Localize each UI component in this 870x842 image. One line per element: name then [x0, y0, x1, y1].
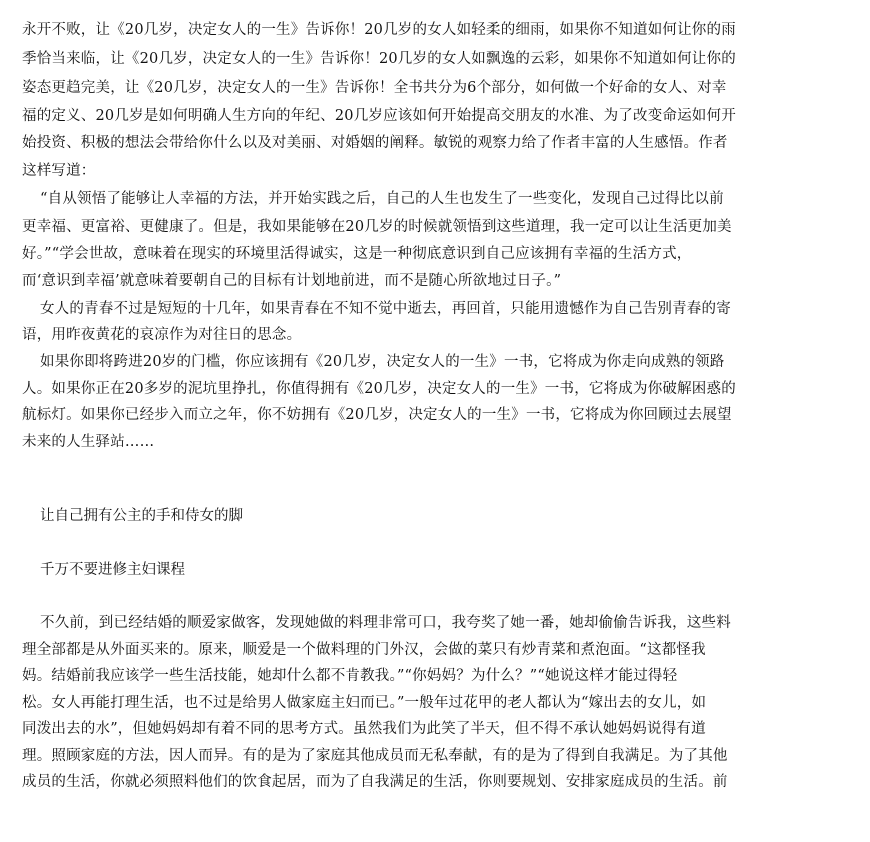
text-line: 而‘意识到幸福’就意味着要朝自己的目标有计划地前进，而不是随心所欲地过日子。” — [22, 273, 562, 289]
text-line: 季恰当来临，让《20几岁，决定女人的一生》告诉你！20几岁的女人如飘逸的云彩，如果你不知道如何让你的 — [22, 51, 736, 67]
text-line: 航标灯。如果你已经步入而立之年，你不妨拥有《20几岁，决定女人的一生》一书，它将成为你回顾过去展望 — [22, 407, 732, 423]
text-line: 同泼出去的水”，但她妈妈却有着不同的思考方式。虽然我们为此笑了半天，但不得不承认她妈妈说得有道 — [22, 721, 706, 737]
text-line: 松。女人再能打理生活，也不过是给男人做家庭主妇而已。”一般年过花甲的老人都认为“嫁出去的女儿，如 — [22, 695, 707, 711]
text-line: 人。如果你正在20多岁的泥坑里挣扎，你值得拥有《20几岁，决定女人的一生》一书，它将成为你破解困惑的 — [22, 381, 736, 397]
section-heading: 让自己拥有公主的手和侍女的脚 — [40, 508, 243, 524]
text-line: 不久前，到已经结婚的顺爱家做客，发现她做的料理非常可口，我夸奖了她一番，她却偷偷告诉我，这些料 — [40, 615, 731, 631]
text-line: 这样写道： — [22, 163, 96, 179]
text-line: 如果你即将跨进20岁的门槛，你应该拥有《20几岁，决定女人的一生》一书，它将成为你走向成熟的领路 — [40, 354, 725, 370]
text-line: “自从领悟了能够让人幸福的方法，并开始实践之后，自己的人生也发生了一些变化，发现自己过得比以前 — [40, 191, 724, 207]
text-line: 语，用昨夜黄花的哀凉作为对往日的思念。 — [22, 327, 302, 343]
text-line: 理。照顾家庭的方法，因人而异。有的是为了家庭其他成员而无私奉献，有的是为了得到自我满足。为了其他 — [22, 748, 728, 764]
text-line: 未来的人生驿站…… — [22, 434, 155, 450]
text-line: 永开不败，让《20几岁，决定女人的一生》告诉你！20几岁的女人如轻柔的细雨，如果你不知道如何让你的雨 — [22, 22, 736, 38]
text-line: 姿态更趋完美，让《20几岁，决定女人的一生》告诉你！全书共分为6个部分，如何做一个好命的女人、对幸 — [22, 80, 727, 96]
text-line: 始投资、积极的想法会带给你什么以及对美丽、对婚姻的阐释。敏锐的观察力给了作者丰富的人生感悟。作者 — [22, 135, 728, 151]
subsection-heading: 千万不要进修主妇课程 — [40, 562, 185, 578]
text-line: 好。”“学会世故，意味着在现实的环境里活得诚实，这是一种彻底意识到自己应该拥有幸福的生活方式， — [22, 246, 692, 262]
text-line: 理全部都是从外面买来的。原来，顺爱是一个做料理的门外汉，会做的菜只有炒青菜和煮泡面。“这都怪我 — [22, 642, 706, 658]
text-line: 女人的青春不过是短短的十几年，如果青春在不知不觉中逝去，再回首，只能用遗憾作为自己告别青春的寄 — [40, 301, 731, 317]
text-line: 成员的生活，你就必须照料他们的饮食起居，而为了自我满足的生活，你则要规划、安排家庭成员的生活。前 — [22, 774, 728, 790]
text-line: 福的定义、20几岁是如何明确人生方向的年纪、20几岁应该如何开始提高交朋友的水准、为了改变命运如何开 — [22, 108, 736, 124]
text-line: 妈。结婚前我应该学一些生活技能，她却什么都不肯教我。”“你妈妈？为什么？”“她说这样才能过得轻 — [22, 668, 678, 684]
text-line: 更幸福、更富裕、更健康了。但是，我如果能够在20几岁的时候就领悟到这些道理，我一定可以让生活更加美 — [22, 219, 732, 235]
